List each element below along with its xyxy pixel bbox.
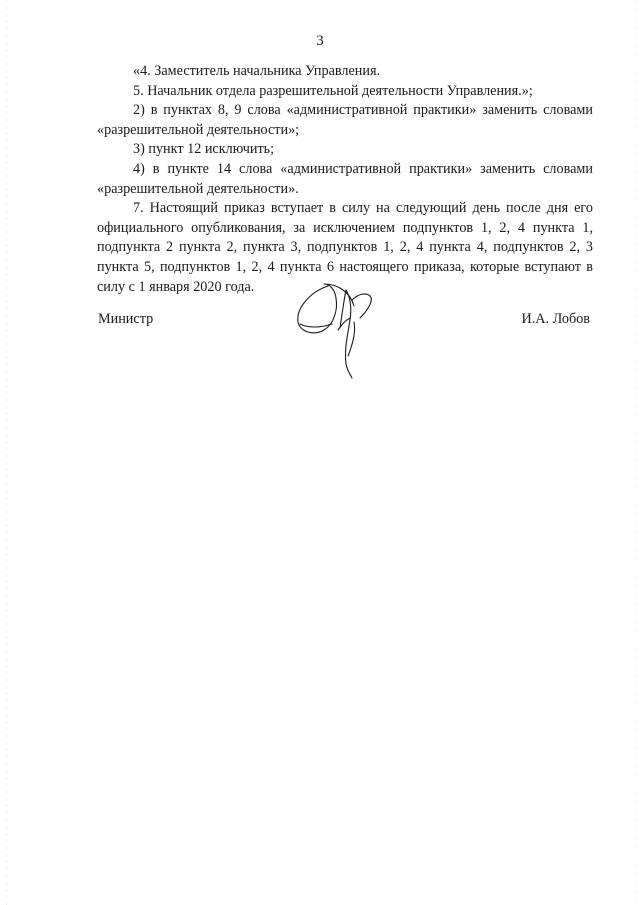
paragraph: 2) в пунктах 8, 9 слова «административной практики» заменить словами «разрешительной деятельности»; [97, 102, 593, 138]
paragraph: «4. Заместитель начальника Управления. [133, 63, 381, 79]
signer-name: И.А. Лобов [521, 311, 590, 327]
paragraph: 3) пункт 12 исключить; [133, 141, 275, 158]
paragraph: 4) в пункте 14 слова «административной практики» заменить словами «разрешительной деятельности». [97, 160, 593, 197]
page-number: 3 [316, 33, 324, 49]
scan-edge-left [6, 0, 7, 905]
signer-title: Министр [98, 311, 154, 327]
handwritten-signature [280, 270, 400, 390]
document-body [97, 62, 593, 297]
paragraph: 5. Начальник отдела разрешительной деятельности Управления.»; [133, 82, 533, 99]
paragraph: 7. Настоящий приказ вступает в силу на следующий день после дня его официального опубликования, за исключением подпунктов 1, 2, 4 пункта 1, подпункта 2 пункта 2, пункта 3, подпунктов 1, 2, 4 пункта 4, подпунктов 2, 3 пункта 5, подпунктов 1, 2, 4 пункта 6 настоящего приказа, которые вступают в силу с 1 января 2020 года. [97, 200, 593, 295]
scan-edge-right [635, 0, 636, 905]
